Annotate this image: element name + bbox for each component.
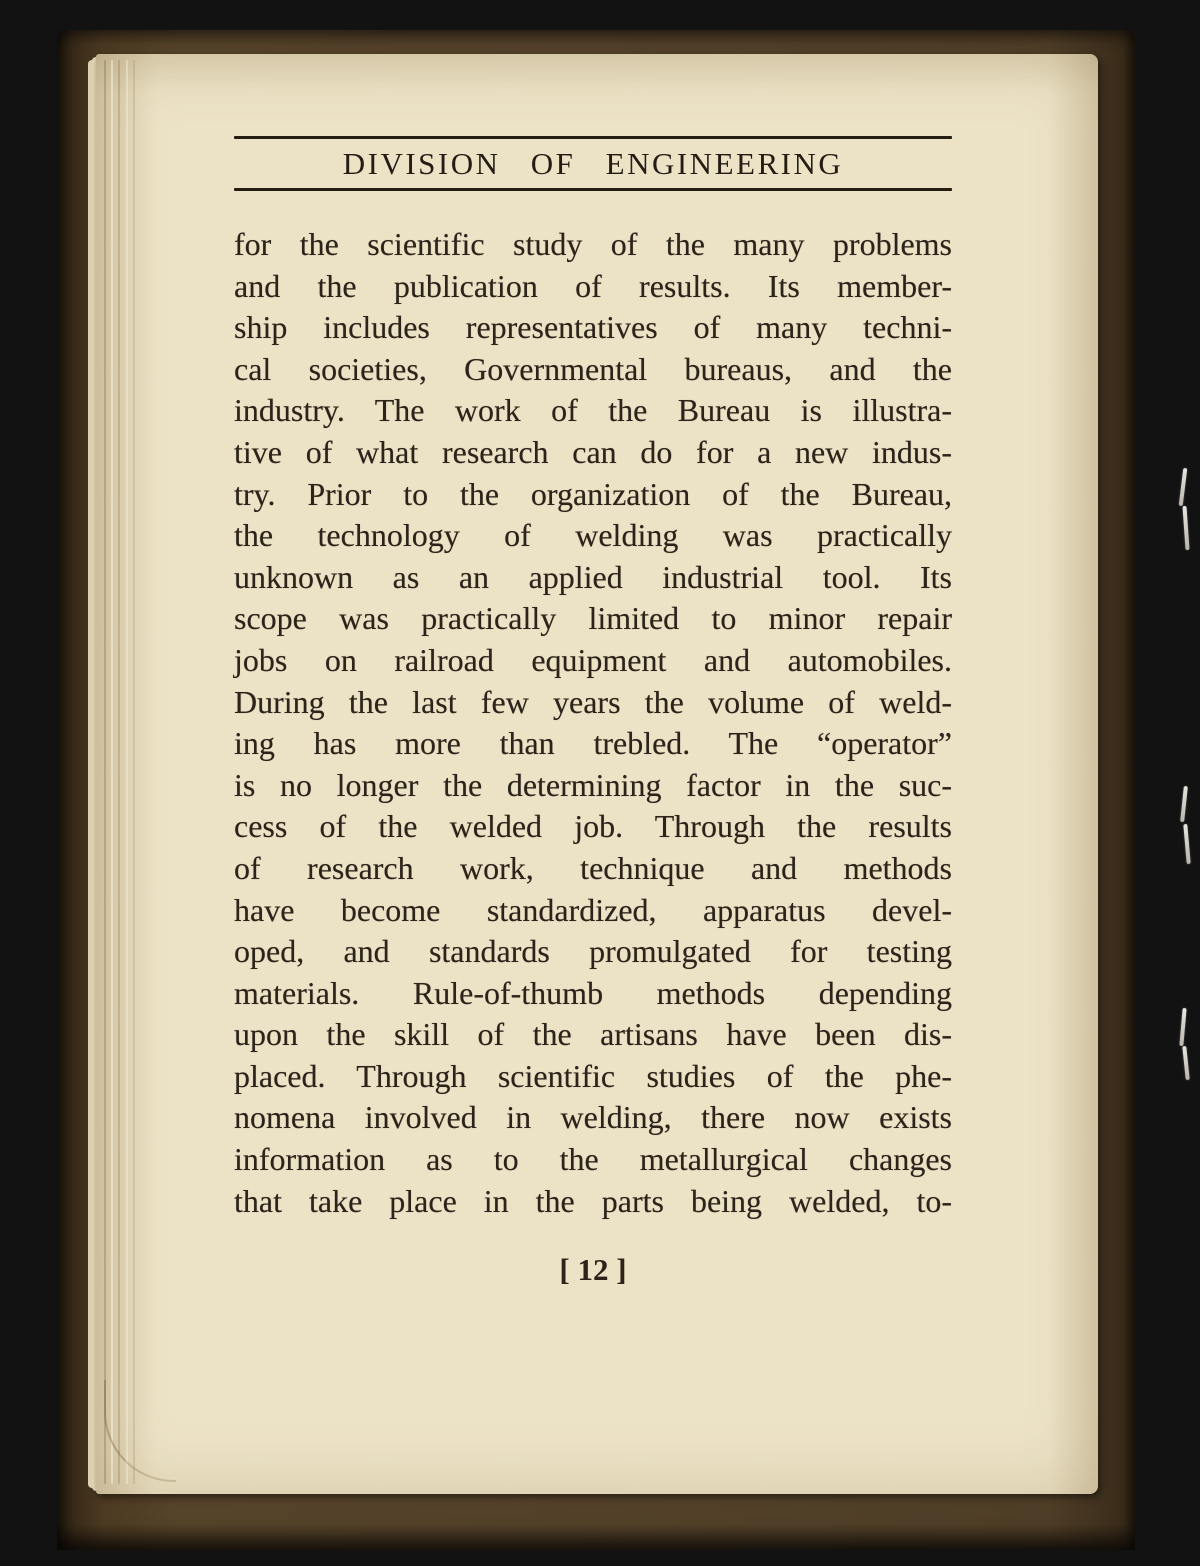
text-line: of research work, technique and methods: [234, 849, 952, 886]
text-line: that take place in the parts being welded, to-: [234, 1182, 952, 1219]
staple-mark: [1183, 824, 1190, 864]
staple-mark: [1180, 786, 1188, 822]
text-line: is no longer the determining factor in the suc-: [234, 766, 952, 803]
text-line: for the scientific study of the many problems: [234, 226, 952, 262]
text-line: and the publication of results. Its member-: [234, 267, 952, 304]
text-line: upon the skill of the artisans have been dis-: [234, 1016, 952, 1053]
sheet-edge-line: [104, 60, 106, 1484]
text-line: ship includes representatives of many techni-: [234, 309, 952, 346]
text-line: oped, and standards promulgated for testing: [234, 933, 952, 970]
text-line: the technology of welding was practically: [234, 517, 952, 554]
text-line: scope was practically limited to minor repair: [234, 600, 952, 637]
text-line: information as to the metallurgical changes: [234, 1141, 952, 1178]
running-head: [234, 136, 952, 191]
text-line: placed. Through scientific studies of the phe-: [234, 1057, 952, 1094]
sheet-edge-line: [111, 60, 113, 1484]
text-line: ing has more than trebled. The “operator”: [234, 725, 952, 762]
text-line: cess of the welded job. Through the results: [234, 808, 952, 845]
text-line: During the last few years the volume of weld-: [234, 683, 952, 720]
text-line: tive of what research can do for a new indus-: [234, 433, 952, 470]
text-line: jobs on railroad equipment and automobiles.: [234, 641, 952, 678]
sheet-edge-line: [118, 60, 120, 1484]
text-line: nomena involved in welding, there now exists: [234, 1099, 952, 1136]
text-line: materials. Rule-of-thumb methods depending: [234, 974, 952, 1011]
staple-mark: [1179, 468, 1188, 506]
sheet-edge-line: [126, 60, 128, 1484]
page-header-title: DIVISION OF ENGINEERING: [342, 146, 844, 181]
text-line: have become standardized, apparatus devel-: [234, 891, 952, 928]
text-line: try. Prior to the organization of the Bureau,: [234, 475, 952, 512]
text-line: industry. The work of the Bureau is illustra-: [234, 392, 952, 429]
body-text: [234, 224, 952, 1222]
staple-mark: [1182, 1046, 1190, 1080]
staple-mark: [1182, 506, 1189, 550]
text-line: unknown as an applied industrial tool. Its: [234, 558, 952, 595]
staple-mark: [1179, 1008, 1186, 1046]
text-line: cal societies, Governmental bureaus, and the: [234, 350, 952, 387]
sheet-edge-line: [133, 60, 135, 1484]
page-number: [ 12 ]: [559, 1252, 627, 1287]
header-rule-bottom: [234, 188, 952, 191]
